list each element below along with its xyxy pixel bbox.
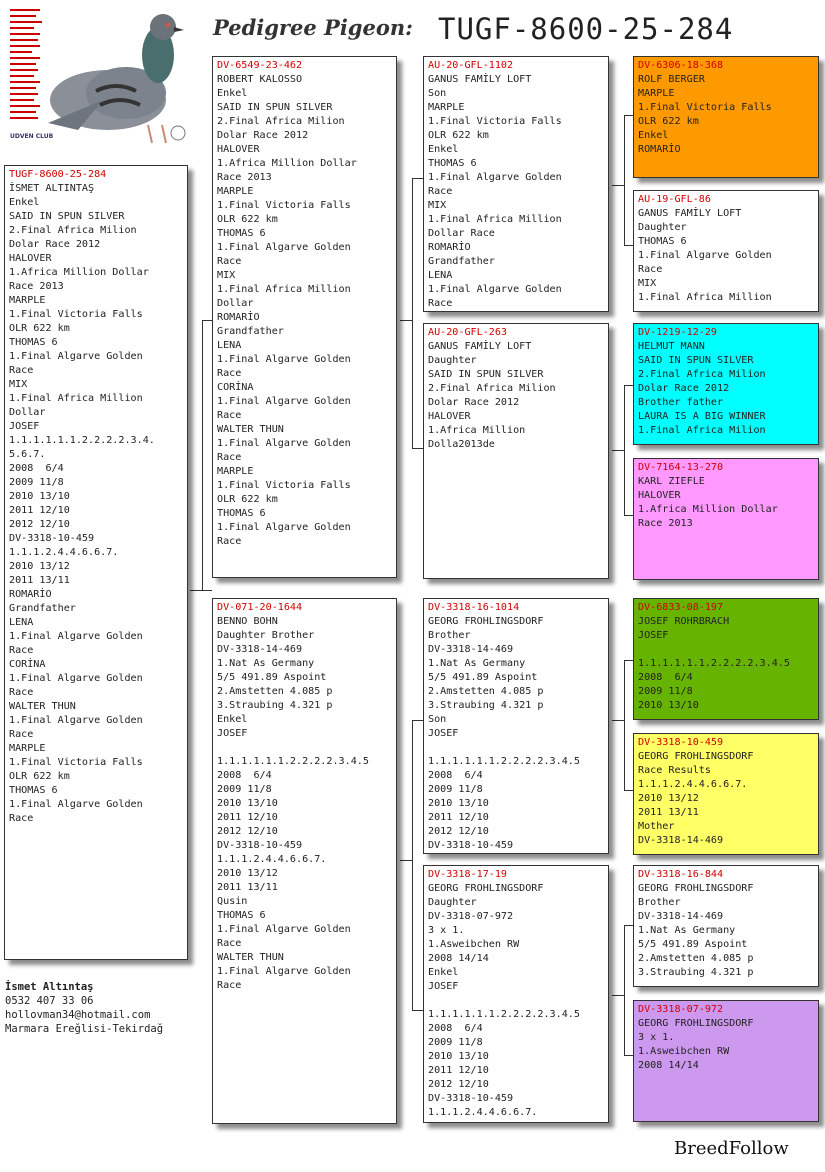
connector-line — [624, 660, 625, 790]
connector-line — [612, 185, 624, 186]
pedigree-line: GANUS FAMİLY LOFT — [428, 74, 532, 85]
pedigree-line: 1.Final Victoria Falls — [9, 309, 143, 320]
pedigree-line: Dolla2013de — [428, 439, 495, 450]
pedigree-line: Daughter — [638, 222, 687, 233]
pedigree-line: HALOVER — [217, 144, 260, 155]
pedigree-line: 1.Final Algarve Golden — [428, 172, 562, 183]
owner-email: hollovman34@hotmail.com — [5, 1009, 151, 1021]
pedigree-line: MIX — [9, 379, 28, 390]
pedigree-line: 3 x 1. — [428, 925, 465, 936]
pedigree-line: Grandfather — [217, 326, 284, 337]
connector-line — [624, 385, 625, 515]
pedigree-line: 2011 12/10 — [217, 812, 278, 823]
pedigree-line — [428, 994, 604, 1008]
pigeon-icon — [8, 5, 188, 153]
pedigree-line: MARPLE — [217, 186, 254, 197]
pedigree-line: DV-3318-10-459 — [428, 1093, 514, 1104]
pedigree-line: JOSEF — [428, 728, 459, 739]
pedigree-line: 1.Final Victoria Falls — [638, 102, 772, 113]
pedigree-line: 1.Asweibchen RW — [428, 939, 520, 950]
pedigree-line: Enkel — [217, 714, 248, 725]
pedigree-line: 1.Africa Million Dollar — [9, 267, 149, 278]
pedigree-line: THOMAS 6 — [428, 158, 477, 169]
pedigree-line: 2010 13/10 — [217, 798, 278, 809]
pedigree-line: 2.Amstetten 4.085 p — [217, 686, 333, 697]
ring-number: AU-19-GFL-86 — [638, 194, 711, 205]
pedigree-line: Race — [217, 410, 242, 421]
pedigree-line: HELMUT MANN — [638, 341, 705, 352]
pedigree-line: SAID IN SPUN SILVER — [428, 369, 544, 380]
pedigree-line: MARPLE — [217, 466, 254, 477]
pedigree-line: 3.Straubing 4.321 p — [428, 700, 544, 711]
connector-line — [202, 320, 212, 321]
pedigree-line — [217, 741, 392, 755]
pedigree-line: GEORG FROHLINGSDORF — [428, 883, 544, 894]
pedigree-line: 1.1.1.1.1.1.2.2.2.2.3.4.5 — [217, 756, 369, 767]
pedigree-line: MARPLE — [9, 295, 46, 306]
pedigree-line: İSMET ALTINTAŞ — [9, 183, 95, 194]
pedigree-line: Race — [9, 729, 34, 740]
pedigree-line: ROMARİO — [9, 589, 52, 600]
pedigree-line: Son — [428, 714, 447, 725]
pedigree-line: 2012 12/10 — [9, 519, 70, 530]
pedigree-line: THOMAS 6 — [217, 910, 266, 921]
pedigree-line: 1.Final Victoria Falls — [428, 116, 562, 127]
pedigree-line: 2011 13/11 — [9, 575, 70, 586]
pedigree-line: 1.Final Algarve Golden — [638, 250, 772, 261]
pedigree-line: Race 2013 — [9, 281, 64, 292]
pedigree-line: Race — [9, 687, 34, 698]
pedigree-line: Dolar Race 2012 — [638, 383, 730, 394]
pedigree-line: 2008 6/4 — [9, 463, 64, 474]
pedigree-line: 2010 13/10 — [428, 1051, 489, 1062]
pedigree-line: GEORG FROHLINGSDORF — [638, 883, 754, 894]
pedigree-line: LENA — [9, 617, 34, 628]
pedigree-line: CORİNA — [9, 659, 46, 670]
pedigree-line: 5/5 491.89 Aspoint — [217, 672, 327, 683]
pedigree-line: Brother — [638, 897, 681, 908]
pedigree-line: 5/5 491.89 Aspoint — [428, 672, 538, 683]
pedigree-line: 1.Final Algarve Golden — [217, 966, 351, 977]
pedigree-box-sds — [633, 323, 819, 445]
pedigree-line: Enkel — [638, 130, 669, 141]
connector-line — [624, 925, 625, 1055]
pedigree-line: 2009 11/8 — [9, 477, 64, 488]
page-title: TUGF-8600-25-284 — [438, 12, 734, 46]
pedigree-line: Race — [9, 813, 34, 824]
pedigree-line: WALTER THUN — [9, 701, 76, 712]
ring-number: DV-3318-07-972 — [638, 1004, 724, 1015]
pedigree-line: 2.Final Africa Milion — [428, 383, 556, 394]
connector-line — [202, 320, 203, 590]
pedigree-box-dss — [633, 598, 819, 720]
pedigree-line: 2011 13/11 — [638, 807, 699, 818]
pedigree-line: JOSEF — [638, 630, 669, 641]
pedigree-line: ROBERT KALOSSO — [217, 74, 303, 85]
pedigree-line: DV-3318-14-469 — [217, 644, 303, 655]
pedigree-line: Daughter — [428, 897, 477, 908]
owner-city: Marmara Ereğlisi-Tekirdağ — [5, 1023, 164, 1035]
pedigree-line: 5/5 491.89 Aspoint — [638, 939, 748, 950]
pedigree-line: Race Results — [638, 765, 711, 776]
pedigree-line: Enkel — [217, 88, 248, 99]
pedigree-line: 2010 13/10 — [9, 491, 70, 502]
pedigree-line: 2010 13/12 — [9, 561, 70, 572]
pedigree-box-ssd — [633, 190, 819, 312]
logo-caption: UDVEN CLUB — [10, 133, 54, 140]
pedigree-line: Dollar — [217, 298, 254, 309]
pedigree-line: THOMAS 6 — [217, 508, 266, 519]
pedigree-line: 1.Final Algarve Golden — [9, 673, 143, 684]
ring-number: DV-3318-10-459 — [638, 737, 724, 748]
pedigree-line: WALTER THUN — [217, 952, 284, 963]
pedigree-line: 1.1.1.2.4.4.6.6.7. — [9, 547, 119, 558]
pedigree-line: 1.Final Victoria Falls — [217, 200, 351, 211]
pedigree-line: JOSEF — [9, 421, 40, 432]
pedigree-line: 3.Straubing 4.321 p — [638, 967, 754, 978]
pedigree-line: 2010 13/10 — [638, 700, 699, 711]
pedigree-box-dam — [212, 598, 397, 1124]
pedigree-line: 2.Final Africa Milion — [217, 116, 345, 127]
owner-name: İsmet Altıntaş — [5, 981, 94, 993]
pedigree-line: Race — [217, 256, 242, 267]
pedigree-line: 1.Final Africa Million — [428, 214, 562, 225]
pedigree-line: JOSEF — [217, 728, 248, 739]
pedigree-line: CORİNA — [217, 382, 254, 393]
pedigree-line: DV-3318-10-459 — [217, 840, 303, 851]
pedigree-line: LENA — [428, 270, 453, 281]
pedigree-line: 2008 6/4 — [217, 770, 272, 781]
pedigree-line: 1.1.1.2.4.4.6.6.7. — [428, 1107, 538, 1118]
pedigree-line: Dolar Race 2012 — [428, 397, 520, 408]
ring-number: DV-3318-16-1014 — [428, 602, 520, 613]
pedigree-line: BENNO BOHN — [217, 616, 278, 627]
pedigree-line: MARPLE — [428, 102, 465, 113]
pedigree-line: THOMAS 6 — [9, 785, 58, 796]
pedigree-line: 1.Final Algarve Golden — [217, 522, 351, 533]
footer-brand: BreedFollow — [674, 1138, 789, 1159]
pedigree-line: 1.Africa Million Dollar — [638, 504, 778, 515]
connector-line — [624, 115, 625, 245]
pedigree-line: LENA — [217, 340, 242, 351]
pedigree-line: Race 2013 — [217, 172, 272, 183]
pedigree-line: 1.Final Algarve Golden — [217, 396, 351, 407]
pedigree-line: 1.Final Algarve Golden — [9, 799, 143, 810]
pedigree-line: JOSEF ROHRBRACH — [638, 616, 730, 627]
pedigree-line: WALTER THUN — [217, 424, 284, 435]
connector-line — [400, 320, 412, 321]
pedigree-line: Qusin — [217, 896, 248, 907]
pedigree-line: OLR 622 km — [428, 130, 489, 141]
pedigree-line: DV-3318-07-972 — [428, 911, 514, 922]
pedigree-line: GEORG FROHLINGSDORF — [638, 751, 754, 762]
pedigree-line: 2012 12/10 — [428, 826, 489, 837]
pedigree-line: HALOVER — [638, 490, 681, 501]
pedigree-line: 1.Final Africa Million — [9, 393, 143, 404]
owner-contact — [5, 980, 163, 1036]
pedigree-line: ROLF BERGER — [638, 74, 705, 85]
pedigree-line: 3.Straubing 4.321 p — [217, 700, 333, 711]
pedigree-line: Dolar Race 2012 — [217, 130, 309, 141]
pedigree-line: 1.Nat As Germany — [217, 658, 315, 669]
pedigree-box-sire-dam — [423, 323, 609, 579]
pedigree-line: 2010 13/10 — [428, 798, 489, 809]
pedigree-box-dsd — [633, 733, 819, 855]
pedigree-line: MIX — [638, 278, 657, 289]
pedigree-line: 1.Final Algarve Golden — [217, 354, 351, 365]
pedigree-line: 2.Final Africa Milion — [638, 369, 766, 380]
pedigree-line: 1.Nat As Germany — [638, 925, 736, 936]
pedigree-line: SAID IN SPUN SILVER — [638, 355, 754, 366]
pedigree-box-dds — [633, 865, 819, 987]
pedigree-line: 2012 12/10 — [217, 826, 278, 837]
connector-line — [202, 590, 212, 591]
connector-line — [612, 720, 624, 721]
pedigree-line: 2008 6/4 — [428, 770, 483, 781]
ring-number: TUGF-8600-25-284 — [9, 169, 107, 180]
connector-line — [412, 178, 413, 448]
pedigree-line — [428, 741, 604, 755]
pedigree-line: 2010 13/12 — [217, 868, 278, 879]
pedigree-line: OLR 622 km — [217, 214, 278, 225]
pedigree-line: 2011 13/11 — [217, 882, 278, 893]
pedigree-line: Daughter Brother — [217, 630, 315, 641]
pedigree-line: THOMAS 6 — [9, 337, 58, 348]
pedigree-line: 2.Amstetten 4.085 p — [638, 953, 754, 964]
pedigree-line: Race — [638, 264, 663, 275]
connector-line — [612, 450, 624, 451]
pedigree-line: KARL ZIEFLE — [638, 476, 705, 487]
ring-number: DV-3318-16-844 — [638, 869, 724, 880]
pedigree-line: Brother father — [638, 397, 724, 408]
pedigree-box-sss — [633, 56, 819, 178]
pedigree-line: 2008 14/14 — [428, 953, 489, 964]
pedigree-line: Daughter — [428, 355, 477, 366]
pedigree-line: Race — [428, 298, 453, 309]
ring-number: AU-20-GFL-1102 — [428, 60, 514, 71]
ring-number: DV-071-20-1644 — [217, 602, 303, 613]
ring-number: DV-1219-12-29 — [638, 327, 718, 338]
pedigree-box-sire — [212, 56, 397, 578]
ring-number: DV-6549-23-462 — [217, 60, 303, 71]
ring-number: DV-7164-13-270 — [638, 462, 724, 473]
pedigree-line: 1.Final Africa Million — [638, 292, 772, 303]
pedigree-line: 1.1.1.1.1.1.2.2.2.2.3.4. — [9, 435, 155, 446]
pedigree-line: 2011 12/10 — [428, 812, 489, 823]
pedigree-line: 1.Final Victoria Falls — [217, 480, 351, 491]
pedigree-line: MIX — [428, 200, 447, 211]
ring-number: DV-3318-17-19 — [428, 869, 508, 880]
pedigree-line: 1.Africa Million — [428, 425, 526, 436]
pedigree-line: ROMARİO — [217, 312, 260, 323]
pedigree-line: 1.1.1.1.1.1.2.2.2.2.3.4.5 — [428, 756, 580, 767]
pedigree-line — [638, 643, 814, 657]
pedigree-line: SAID IN SPUN SILVER — [217, 102, 333, 113]
pedigree-line: Brother — [428, 630, 471, 641]
pedigree-line: 2011 12/10 — [428, 1065, 489, 1076]
pedigree-line: THOMAS 6 — [217, 228, 266, 239]
pedigree-line: MARPLE — [638, 88, 675, 99]
connector-line — [412, 720, 413, 1010]
ring-number: DV-6833-08-197 — [638, 602, 724, 613]
pedigree-line: 1.Final Algarve Golden — [217, 924, 351, 935]
pedigree-line: ROMARİO — [428, 242, 471, 253]
pedigree-line: 2009 11/8 — [638, 686, 693, 697]
pedigree-line: 1.1.1.2.4.4.6.6.7. — [217, 854, 327, 865]
pedigree-line: THOMAS 6 — [638, 236, 687, 247]
pedigree-line: Race 2013 — [638, 518, 693, 529]
pedigree-line: 1.1.1.1.1.1.2.2.2.2.3.4.5 — [638, 658, 790, 669]
pedigree-line: DV-3318-14-469 — [428, 644, 514, 655]
pedigree-line: 5.6.7. — [9, 449, 46, 460]
pedigree-line: OLR 622 km — [638, 116, 699, 127]
pedigree-line: 1.Final Algarve Golden — [9, 351, 143, 362]
pedigree-line: Race — [217, 452, 242, 463]
pedigree-line: 1.Final Africa Milion — [638, 425, 766, 436]
pedigree-line: 2008 14/14 — [638, 1060, 699, 1071]
pedigree-line: 2009 11/8 — [428, 784, 483, 795]
pedigree-line: 1.Final Algarve Golden — [9, 715, 143, 726]
pedigree-box-dam-dam — [423, 865, 609, 1123]
pedigree-line: Race — [9, 365, 34, 376]
pedigree-line: 1.Final Algarve Golden — [428, 284, 562, 295]
pedigree-line: DV-3318-14-469 — [638, 835, 724, 846]
pedigree-line: Grandfather — [428, 256, 495, 267]
pedigree-line: OLR 622 km — [9, 771, 70, 782]
pedigree-line: 1.Final Algarve Golden — [217, 438, 351, 449]
connector-line — [612, 995, 624, 996]
ring-number: AU-20-GFL-263 — [428, 327, 508, 338]
pedigree-line: Race — [217, 368, 242, 379]
pedigree-line: 2008 6/4 — [428, 1023, 483, 1034]
pedigree-line: 1.Final Algarve Golden — [217, 242, 351, 253]
pedigree-box-dam-sire — [423, 598, 609, 854]
page-subtitle: Pedigree Pigeon: — [213, 15, 413, 40]
pedigree-line: 2009 11/8 — [217, 784, 272, 795]
pedigree-line: OLR 622 km — [217, 494, 278, 505]
pedigree-box-sire-sire — [423, 56, 609, 312]
pedigree-line: GANUS FAMİLY LOFT — [638, 208, 742, 219]
pedigree-line: 1.Asweibchen RW — [638, 1046, 730, 1057]
pedigree-line: Race — [217, 980, 242, 991]
pedigree-line: Enkel — [428, 967, 459, 978]
ring-number: DV-6306-18-368 — [638, 60, 724, 71]
pedigree-line: Enkel — [9, 197, 40, 208]
pedigree-line: Dolar Race 2012 — [9, 239, 101, 250]
pedigree-line: Race — [217, 938, 242, 949]
pedigree-line: 1.Final Victoria Falls — [9, 757, 143, 768]
pedigree-line: DV-3318-10-459 — [428, 840, 514, 851]
pedigree-line: 2012 12/10 — [428, 1079, 489, 1090]
pedigree-line: 2008 6/4 — [638, 672, 693, 683]
pedigree-line: GEORG FROHLINGSDORF — [428, 616, 544, 627]
pedigree-line: 2.Final Africa Milion — [9, 225, 137, 236]
pedigree-line: LAURA IS A BIG WINNER — [638, 411, 766, 422]
pedigree-line: 2009 11/8 — [428, 1037, 483, 1048]
pedigree-line: 1.1.1.1.1.1.2.2.2.2.3.4.5 — [428, 1009, 580, 1020]
connector-line — [400, 860, 412, 861]
pedigree-line: 1.Final Africa Million — [217, 284, 351, 295]
pedigree-line: 2011 12/10 — [9, 505, 70, 516]
pedigree-line: ROMARİO — [638, 144, 681, 155]
pedigree-line: SAID IN SPUN SILVER — [9, 211, 125, 222]
pedigree-line: MARPLE — [9, 743, 46, 754]
pedigree-line: GEORG FROHLINGSDORF — [638, 1018, 754, 1029]
pedigree-line: Race — [217, 536, 242, 547]
pedigree-line: 1.Final Algarve Golden — [9, 631, 143, 642]
pedigree-box-sdd — [633, 458, 819, 580]
pedigree-line: Mother — [638, 821, 675, 832]
pedigree-line: 1.Nat As Germany — [428, 658, 526, 669]
pedigree-line: Enkel — [428, 144, 459, 155]
pedigree-line: HALOVER — [9, 253, 52, 264]
pedigree-line: 1.1.1.2.4.4.6.6.7. — [638, 779, 748, 790]
pedigree-line: Dollar Race — [428, 228, 495, 239]
pedigree-line: Son — [428, 88, 447, 99]
connector-line — [190, 590, 202, 591]
pedigree-line: 1.Africa Million Dollar — [217, 158, 357, 169]
pedigree-box-subject — [4, 165, 188, 960]
pedigree-line: DV-3318-10-459 — [9, 533, 95, 544]
pedigree-line: JOSEF — [428, 981, 459, 992]
pedigree-line: GANUS FAMİLY LOFT — [428, 341, 532, 352]
pigeon-logo — [8, 5, 188, 153]
pedigree-line: Dollar — [9, 407, 46, 418]
pedigree-line: Race — [428, 186, 453, 197]
pedigree-line: 2010 13/12 — [638, 793, 699, 804]
pedigree-line: OLR 622 km — [9, 323, 70, 334]
pedigree-line: DV-3318-14-469 — [638, 911, 724, 922]
pedigree-line: MIX — [217, 270, 236, 281]
pedigree-box-ddd — [633, 1000, 819, 1122]
owner-phone: 0532 407 33 06 — [5, 995, 94, 1007]
pedigree-line: 3 x 1. — [638, 1032, 675, 1043]
pedigree-line: HALOVER — [428, 411, 471, 422]
pedigree-line: 2.Amstetten 4.085 p — [428, 686, 544, 697]
pedigree-line: Race — [9, 645, 34, 656]
pedigree-line: Grandfather — [9, 603, 76, 614]
